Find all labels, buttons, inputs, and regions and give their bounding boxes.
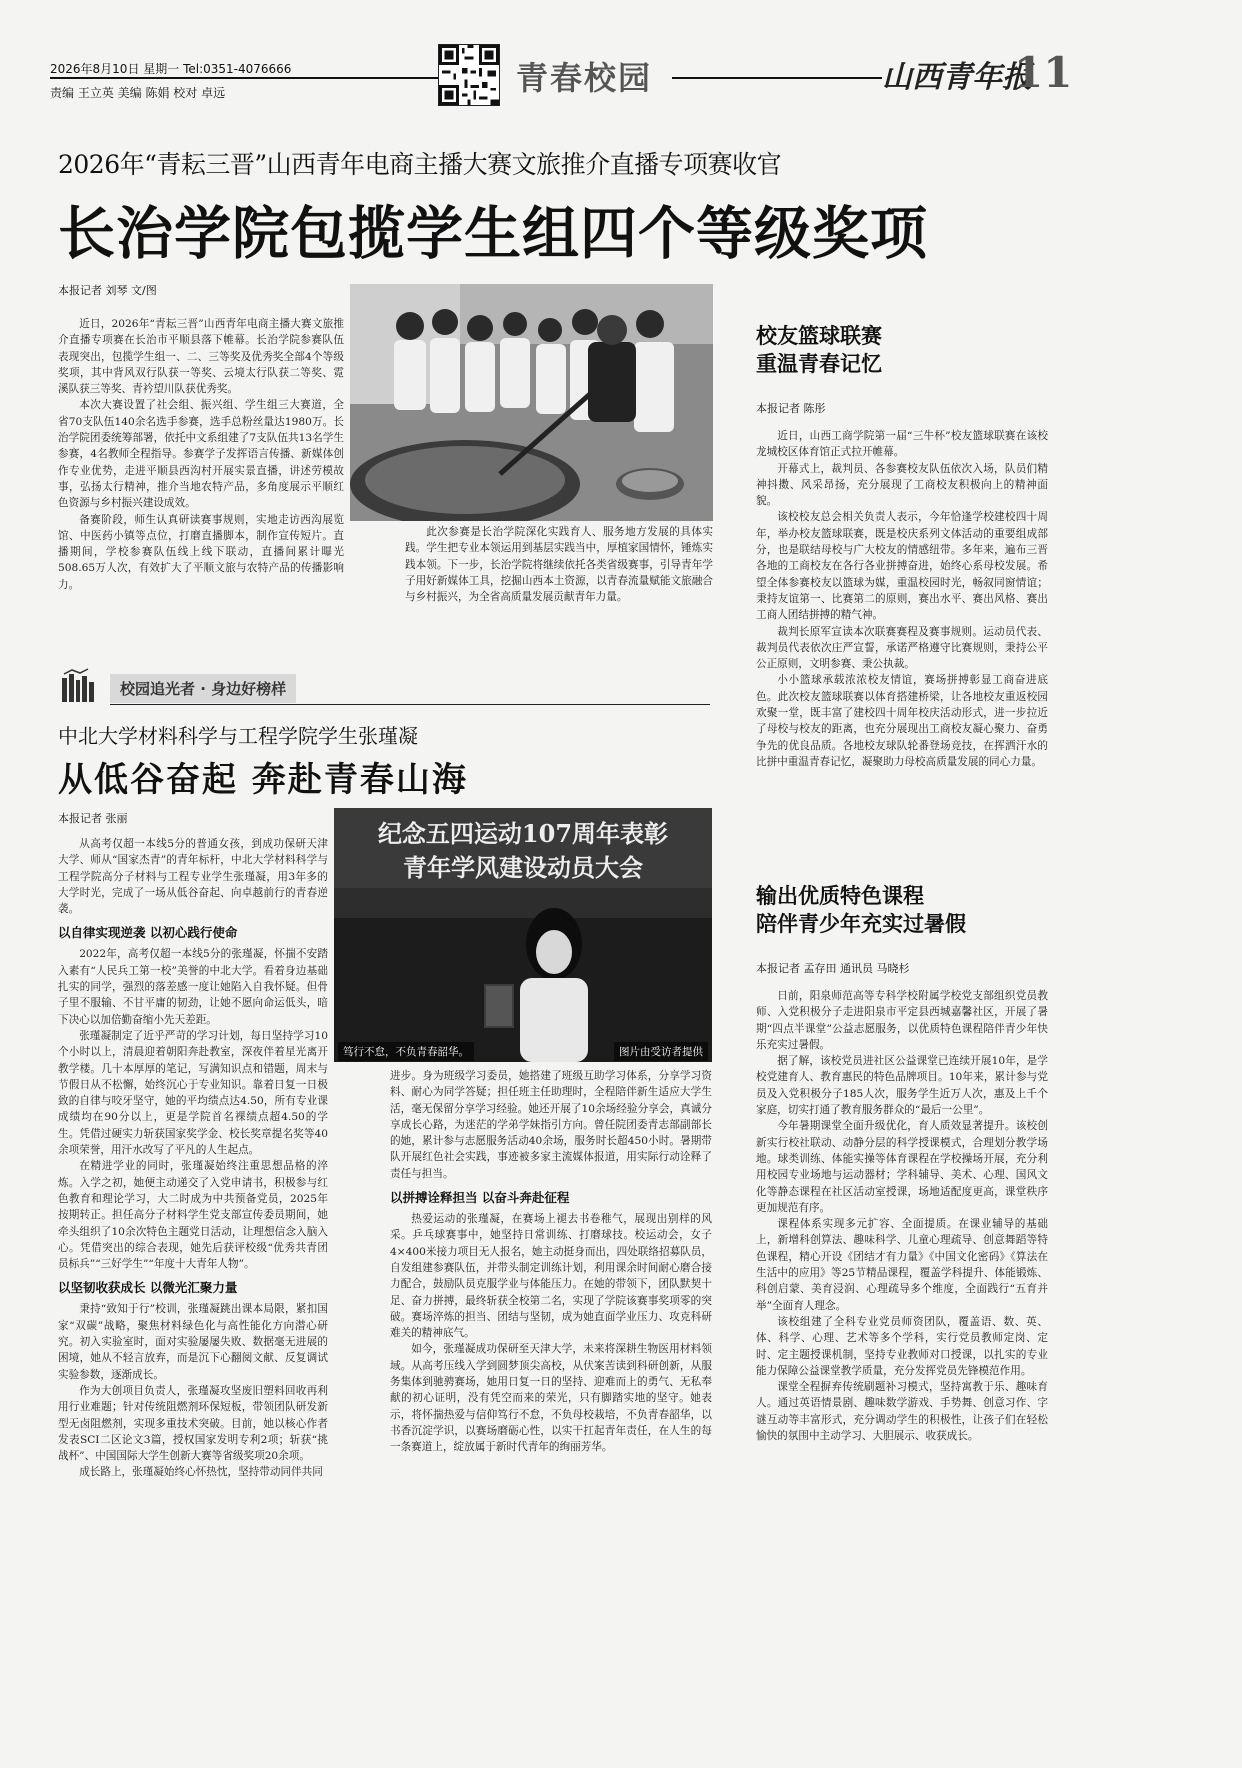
feature-photo [334,808,712,1062]
photo-banner-line1: 纪念五四运动107周年表彰 [377,819,669,848]
lead-kicker: 2026年“青耘三晋”山西青年电商主播大赛文旅推介直播专项赛收官 [58,150,782,179]
right-story2-headline-line1: 输出优质特色课程 [756,884,924,908]
right-story1-text [756,428,1048,828]
paragraph: 此次参赛是长治学院深化实践育人、服务地方发展的具体实践。学生把专业本领运用到基层实践当中，厚植家国情怀，锤炼实践本领。下一步，长治学院将继续依托各类省级赛事，引导青年学子用好新媒体工具，挖掘山西本土资源，以青春流量赋能文旅融合与乡村振兴，为全省高质量发展贡献青年力量。 [405,526,713,604]
right-story2-headline-line2: 陪伴青少年充实过暑假 [756,912,966,936]
paper-logo: 山西青年报 [882,60,1032,95]
lead-text-right [405,524,713,656]
paragraph: 近日，山西工商学院第一届“三牛杯”校友篮球联赛在该校龙城校区体育馆正式拉开帷幕。 [756,430,1048,459]
paragraph: 今年暑期课堂全面升级优化，育人质效显著提升。该校创新实行校社联动、动静分层的科学授课模式，合理划分教学场地。球类训练、体能实操等体育课程在学校操场开展，充分利用校园专业场地与运动器材；学科辅导、美术、心理、国风文化等静态课程在社区活动室授课，场地适配度更高，课堂秩序更加规范有序。 [756,1120,1048,1214]
paragraph: 日前，阳泉师范高等专科学校附属学校党支部组织党员教师、入党积极分子走进阳泉市平定县西城嘉馨社区，开展了暑期“四点半课堂”公益志愿服务，以优质特色课程陪伴青少年快乐充实过暑假。 [756,990,1048,1051]
right-story1-headline-line2: 重温青春记忆 [756,352,882,376]
column-banner-rule [110,704,710,705]
photo-banner-line2: 青年学风建设动员大会 [403,853,643,882]
issue-date: 2026年8月10日 星期一 Tel:0351-4076666 [50,62,292,76]
right-story2-byline: 本报记者 孟存田 通讯员 马晓杉 [756,962,910,975]
feature-subhead: 以坚韧收获成长 以微光汇聚力量 [58,1280,238,1296]
masthead-rule-right [672,77,882,79]
feature-text-col2 [390,1068,712,1510]
paragraph: 该校组建了全科专业党员师资团队，覆盖语、数、英、体、科学、心理、艺术等多个学科，实行党员教师定岗、定时、定主题授课机制，坚持专业教师对口授课，以扎实的专业能力保障公益课堂教学质量，充分发挥党员先锋模范作用。 [756,1315,1048,1377]
feature-byline: 本报记者 张丽 [58,812,128,825]
paragraph: 备赛阶段，师生认真研读赛事规则，实地走访西沟展览馆、中医药小镇等点位，打磨直播脚本，制作宣传短片。直播期间，学校参赛队伍线上线下联动，直播间累计曝光508.65万人次，有效扩大了平顺文旅与农特产品的传播影响力。 [58,513,344,591]
photo-credit: 图片由受访者提供 [614,1042,708,1061]
section-title: 青春校园 [516,59,653,97]
page-number: 11 [1014,48,1073,97]
photo-caption: 笃行不怠，不负青春韶华。 [338,1042,474,1061]
qr-code-icon[interactable] [438,44,500,106]
paragraph: 秉持“致知于行”校训，张瑾凝跳出课本局限，紧扣国家“双碳”战略，聚焦材料绿色化与高性能化方向潜心研究。初入实验室时，面对实验屡屡失败、数据毫无进展的困境，她从不轻言放弃，而是沉下心翻阅文献、反复调试实验参数，逐渐成长。 [58,1303,328,1381]
feature-kicker: 中北大学材料科学与工程学院学生张瑾凝 [58,724,418,748]
paragraph: 裁判长原军宣读本次联赛赛程及赛事规则。运动员代表、裁判员代表依次庄严宣誓，承诺严格遵守比赛规则，秉持公平公正原则，文明参赛、秉公执裁。 [756,625,1048,671]
paragraph: 小小篮球承载浓浓校友情谊，赛场拼搏彰显工商奋进底色。此次校友篮球联赛以体育搭建桥梁，让各地校友重返校园欢聚一堂，既丰富了建校四十周年校庆活动形式，进一步拉近了母校与校友的距离，也充分展现出工商校友凝心聚力、奋勇争先的优良品质。各地校友球队轮番登场竞技，在挥洒汗水的比拼中重温青春记忆，凝聚助力母校高质量发展的同心力量。 [756,674,1048,768]
right-story2-text [756,988,1048,1510]
feature-text-col1 [58,836,328,1510]
right-story1-headline-line1: 校友篮球联赛 [756,324,882,348]
paragraph: 课程体系实现多元扩容、全面提质。在课业辅导的基础上，新增科创算法、趣味科学、儿童心理疏导、创意舞蹈等特色课程，精心开设《团结才有力量》《中国文化密码》《算法在生活中的应用》等25节精品课程，覆盖学科提升、体能锻炼、科创启蒙、美育浸润、心理疏导多个维度，全面践行“五育并举”全面育人理念。 [756,1218,1048,1312]
paragraph: 张瑾凝制定了近乎严苛的学习计划，每日坚持学习10个小时以上，清晨迎着朝阳奔赴教室，深夜伴着星光离开教学楼。几十本厚厚的笔记，写满知识点和错题，周末与节假日从不松懈，始终沉心于专业知识。靠着日复一日极致的自律与咬牙坚守，她的平均绩点达4.50，所有专业课成绩均在90分以上，更是学院首名裸绩点超4.50的学生。凭借过硬实力斩获国家奖学金、校长奖章提名奖等40余项荣誉，用汗水改写了平凡的人生起点。 [58,1029,328,1157]
masthead-rule-left [50,77,438,79]
feature-subhead: 以自律实现逆袭 以初心践行使命 [58,925,238,941]
lead-photo [350,284,713,521]
paragraph: 成长路上，张瑾凝始终心怀热忱，坚持带动同伴共同 [79,1466,323,1479]
lead-byline: 本报记者 刘琴 文/图 [58,284,157,297]
paragraph: 课堂全程摒弃传统刷题补习模式，坚持寓教于乐、趣味育人。通过英语情景剧、趣味数学游戏、手势舞、创意习作、字谜互动等丰富形式，充分调动学生的积极性，让孩子们在轻松愉快的氛围中主动学习、大胆展示、收获成长。 [756,1381,1048,1443]
paragraph: 开幕式上，裁判员、各参赛校友队伍依次入场，队员们精神抖擞、风采昂扬，充分展现了工商校友积极向上的精神面貌。 [756,462,1048,508]
paragraph: 热爱运动的张瑾凝，在赛场上褪去书卷稚气，展现出别样的风采。乒乓球赛事中，她坚持日常训练、打磨球技。校运动会，女子4×400米接力项目无人报名，她主动挺身而出，四处联络招募队员，自发组建参赛队伍，并带头制定训练计划，利用课余时间耐心磨合接力配合，鼓励队员克服学业与体能压力。在她的带领下，团队默契十足、奋力拼搏，最终斩获全校第二名，实现了学院该赛事奖项零的突破。赛场淬炼的担当、团结与坚韧，成为她直面学业压力、攻克科研难关的精神底气。 [390,1213,712,1340]
feature-headline: 从低谷奋起 奔赴青春山海 [58,760,468,800]
paragraph: 如今，张瑾凝成功保研至天津大学，未来将深耕生物医用材料领域。从高考压线入学到圆梦顶尖高校，从伏案苦读到科研创新，从服务集体到驰骋赛场，她用日复一日的坚持、迎难而上的勇气、无私奉献的初心证明，没有凭空而来的荣光，只有脚踏实地的坚守。她表示，将怀揣热爱与信仰笃行不怠，不负母校栽培，不负青春韶华，以书香沉淀学识，以赛场磨砺心性，以实干扛起青年责任，在人生的每一条赛道上，绽放属于新时代青年的绚丽芳华。 [390,1343,712,1454]
paragraph: 进步。身为班级学习委员，她搭建了班级互助学习体系，分享学习资料、耐心为同学答疑；担任班主任助理时，全程陪伴新生适应大学生活，毫无保留分享学习经验。她还开展了10余场经验分享会，真诚分享成长心路，为迷茫的学弟学妹指引方向。曾任院团委青志部副部长的她，累计参与志愿服务活动40余场，服务时长超450小时。暑期带队开展红色社会实践，事迹被多家主流媒体报道，用实际行动诠释了责任与担当。 [390,1070,712,1180]
paragraph: 近日，2026年“青耘三晋”山西青年电商主播大赛文旅推介直播专项赛在长治市平顺县落下帷幕。长治学院参赛队伍表现突出，包揽学生组一、二、三等奖及优秀奖全部4个等级奖项，其中背风双行队获一等奖、云境太行队获二等奖、霓溪队获三等奖、青衿望川队获优秀奖。 [58,318,344,396]
paragraph: 本次大赛设置了社会组、振兴组、学生组三大赛道，全省70支队伍140余名选手参赛，选手总粉丝量达1980万。长治学院团委统筹部署，依托中文系组建了7支队伍共13名学生参赛，4名教师全程指导。参赛学子发挥语言传播、新媒体创作专业优势，走进平顺县西沟村开展实景直播，讲述劳模故事，弘扬太行精神，推介当地农特产品，多角度展示平顺红色资源与乡村振兴建设成效。 [58,399,344,510]
right-story1-byline: 本报记者 陈彤 [756,402,826,415]
lead-headline: 长治学院包揽学生组四个等级奖项 [58,200,928,267]
paragraph: 2022年，高考仅超一本线5分的张瑾凝，怀揣不安踏入素有“人民兵工第一校”美誉的中北大学。看着身边基础扎实的同学，强烈的落差感一度让她陷入自我怀疑。但骨子里不服输、不甘平庸的韧劲，让她不愿向命运低头，暗下决心以加倍勤奋缩小先天差距。 [58,948,328,1026]
feature-subhead: 以拼搏诠释担当 以奋斗奔赴征程 [390,1190,570,1206]
paragraph: 从高考仅超一本线5分的普通女孩，到成功保研天津大学、师从“国家杰青”的青年标杆，中北大学材料科学与工程学院高分子材料与工程专业学生张瑾凝，用3年多的大学时光，完成了一场从低谷奋起、向卓越前行的青春逆袭。 [58,838,328,916]
paragraph: 据了解，该校党员进社区公益课堂已连续开展10年，是学校党建育人、教育惠民的特色品牌项目。10年来，累计参与党员及入党积极分子185人次，服务学生近万人次，惠及上千个家庭，切实打通了教育服务群众的“最后一公里”。 [756,1055,1048,1117]
lead-text-left [58,316,344,656]
editors-line: 责编 王立英 美编 陈娟 校对 卓远 [50,86,226,100]
paragraph: 在精进学业的同时，张瑾凝始终注重思想品格的淬炼。入学之初，她便主动递交了入党申请书，积极参与红色教育和理论学习，大二时成为中共预备党员，2025年按期转正。担任高分子材料学生党支部宣传委员期间，她牵头组织了10余次特色主题党日活动，让理想信念入脑入心。凭借突出的综合表现，她先后获评校级“优秀共青团员标兵”“三好学生”“年度十大青年人物”。 [58,1160,328,1271]
books-icon [60,668,96,704]
paragraph: 作为大创项目负责人，张瑾凝攻坚废旧塑料回收再利用行业难题；针对传统阻燃剂环保短板，带领团队研发新型无卤阻燃剂，实现多重技术突破。目前，她以核心作者发表SCI二区论文3篇，授权国家发明专利2项；斩获“挑战杯”、中国国际大学生创新大赛等省级奖项20余项。 [58,1384,328,1463]
column-banner-label: 校园追光者 · 身边好榜样 [110,674,296,703]
paragraph: 该校校友总会相关负责人表示，今年恰逢学校建校四十周年，举办校友篮球联赛，既是校庆系列文体活动的重要组成部分，也是联结母校与广大校友的情感纽带。多年来，遍布三晋各地的工商校友在各行各业拼搏奋进，始终心系母校发展。希望全体参赛校友以篮球为媒，重温校园时光，畅叙同窗情谊；秉持友谊第一、比赛第二的原则，赛出水平、赛出风格、赛出工商人团结拼搏的精气神。 [756,511,1048,622]
